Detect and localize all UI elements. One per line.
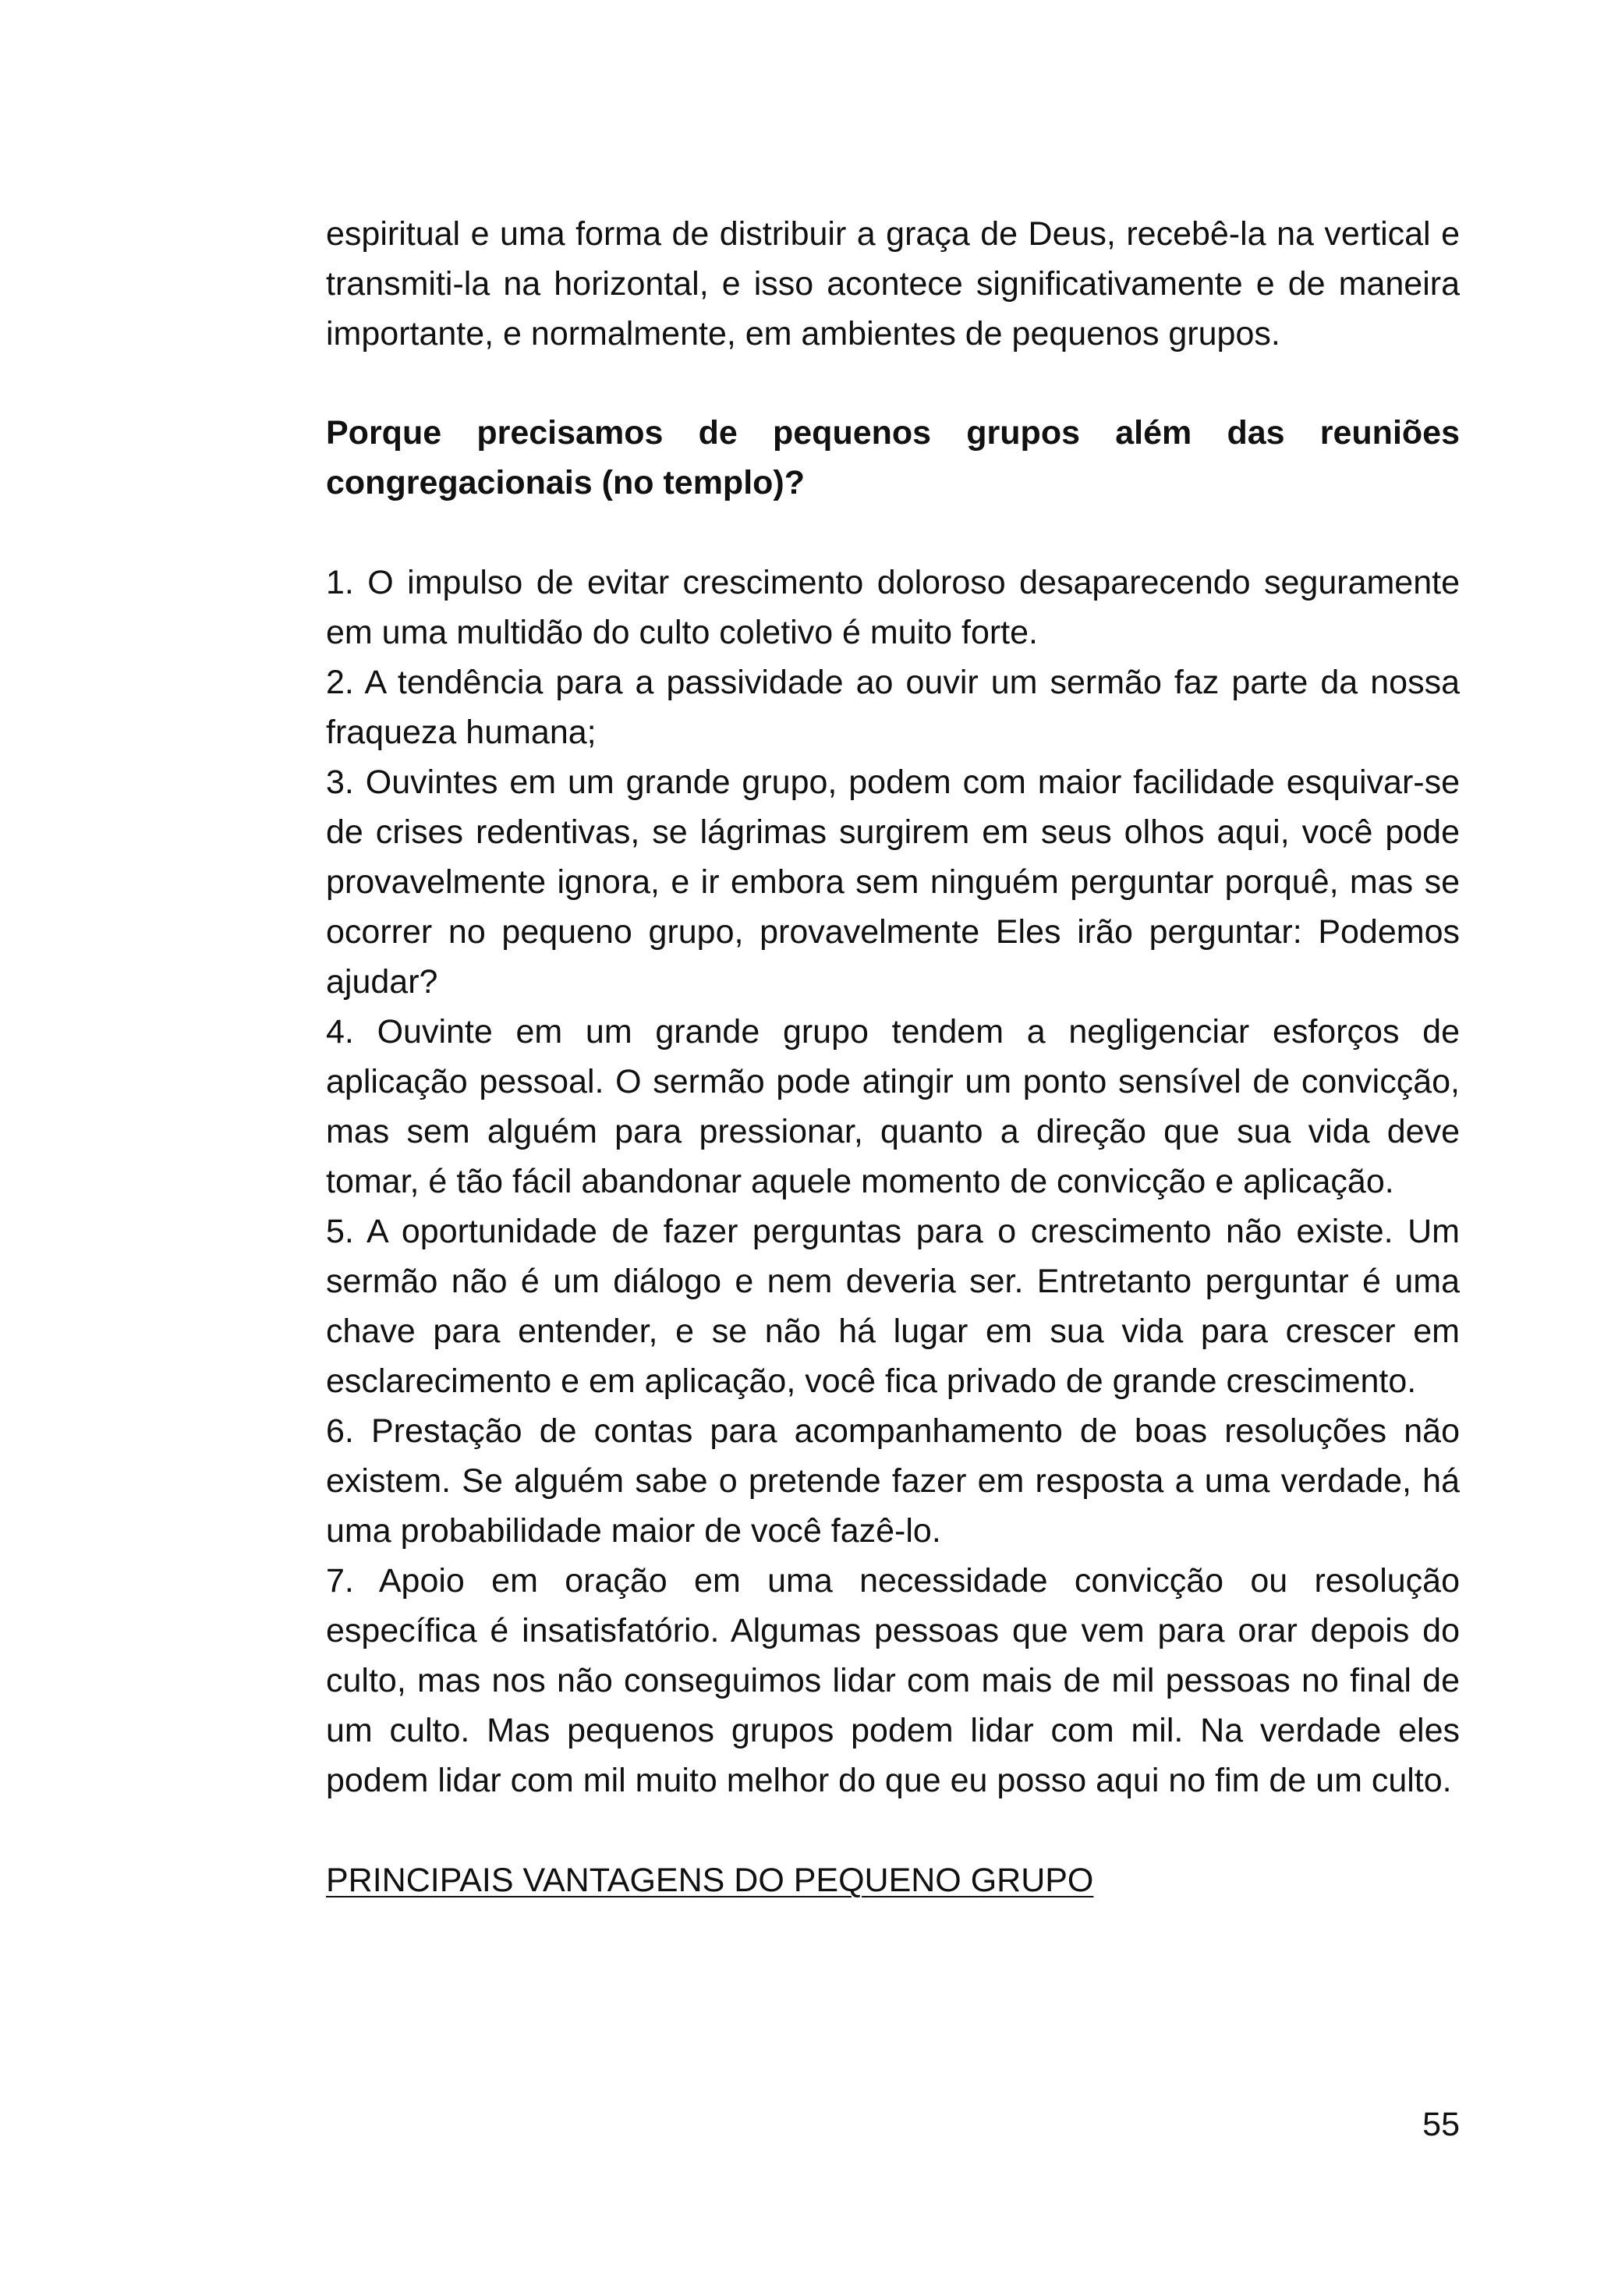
question-heading: Porque precisamos de pequenos grupos além das reuniões congregacionais (no templo)? bbox=[326, 414, 1460, 501]
list-item-number: 3. bbox=[326, 764, 354, 801]
list-item-number: 5. bbox=[326, 1213, 354, 1250]
list-item-number: 1. bbox=[326, 564, 354, 601]
list-item bbox=[326, 1007, 1460, 1206]
list-item bbox=[326, 1556, 1460, 1805]
numbered-list bbox=[326, 558, 1460, 1805]
page-number: 55 bbox=[1422, 2106, 1460, 2143]
list-item-number: 7. bbox=[326, 1562, 354, 1600]
list-item-text: Apoio em oração em uma necessidade convicção ou resolução específica é insatisfatório. Algumas pessoas que vem para orar depois do culto, mas nos não conseguimos lidar com mais de mil pessoas no final de um culto. Mas pequenos grupos podem lidar com mil. Na verdade eles podem lidar com mil muito melhor do que eu posso aqui no fim de um culto. bbox=[326, 1562, 1460, 1799]
list-item-text: Prestação de contas para acompanhamento de boas resoluções não existem. Se alguém sabe o pretende fazer em resposta a uma verdade, há uma probabilidade maior de você fazê-lo. bbox=[326, 1412, 1460, 1550]
list-item bbox=[326, 1206, 1460, 1406]
page-content bbox=[326, 209, 1460, 1905]
list-item-text: Ouvinte em um grande grupo tendem a negligenciar esforços de aplicação pessoal. O sermão pode atingir um ponto sensível de convicção, mas sem alguém para pressionar, quanto a direção que sua vida deve tomar, é tão fácil abandonar aquele momento de convicção e aplicação. bbox=[326, 1013, 1460, 1200]
list-item-number: 4. bbox=[326, 1013, 354, 1051]
list-item-text: A oportunidade de fazer perguntas para o crescimento não existe. Um sermão não é um diálogo e nem deveria ser. Entretanto perguntar é uma chave para entender, e se não há lugar em sua vida para crescer em esclarecimento e em aplicação, você fica privado de grande crescimento. bbox=[326, 1213, 1460, 1400]
list-item-text: A tendência para a passividade ao ouvir um sermão faz parte da nossa fraqueza humana; bbox=[326, 664, 1460, 751]
section-title: PRINCIPAIS VANTAGENS DO PEQUENO GRUPO bbox=[326, 1862, 1094, 1899]
list-item bbox=[326, 657, 1460, 757]
list-item-number: 6. bbox=[326, 1412, 354, 1450]
intro-paragraph: espiritual e uma forma de distribuir a graça de Deus, recebê-la na vertical e transmiti-la na horizontal, e isso acontece significativamente e de maneira importante, e normalmente, em ambientes de pequenos grupos. bbox=[326, 215, 1460, 353]
list-item-number: 2. bbox=[326, 664, 354, 701]
list-item bbox=[326, 1406, 1460, 1556]
list-item-text: Ouvintes em um grande grupo, podem com maior facilidade esquivar-se de crises redentivas, se lágrimas surgirem em seus olhos aqui, você pode provavelmente ignora, e ir embora sem ninguém perguntar porquê, mas se ocorrer no pequeno grupo, provavelmente Eles irão perguntar: Podemos ajudar? bbox=[326, 764, 1461, 1001]
list-item bbox=[326, 558, 1460, 657]
list-item-text: O impulso de evitar crescimento doloroso desaparecendo seguramente em uma multidão do culto coletivo é muito forte. bbox=[326, 564, 1460, 651]
list-item bbox=[326, 757, 1460, 1007]
